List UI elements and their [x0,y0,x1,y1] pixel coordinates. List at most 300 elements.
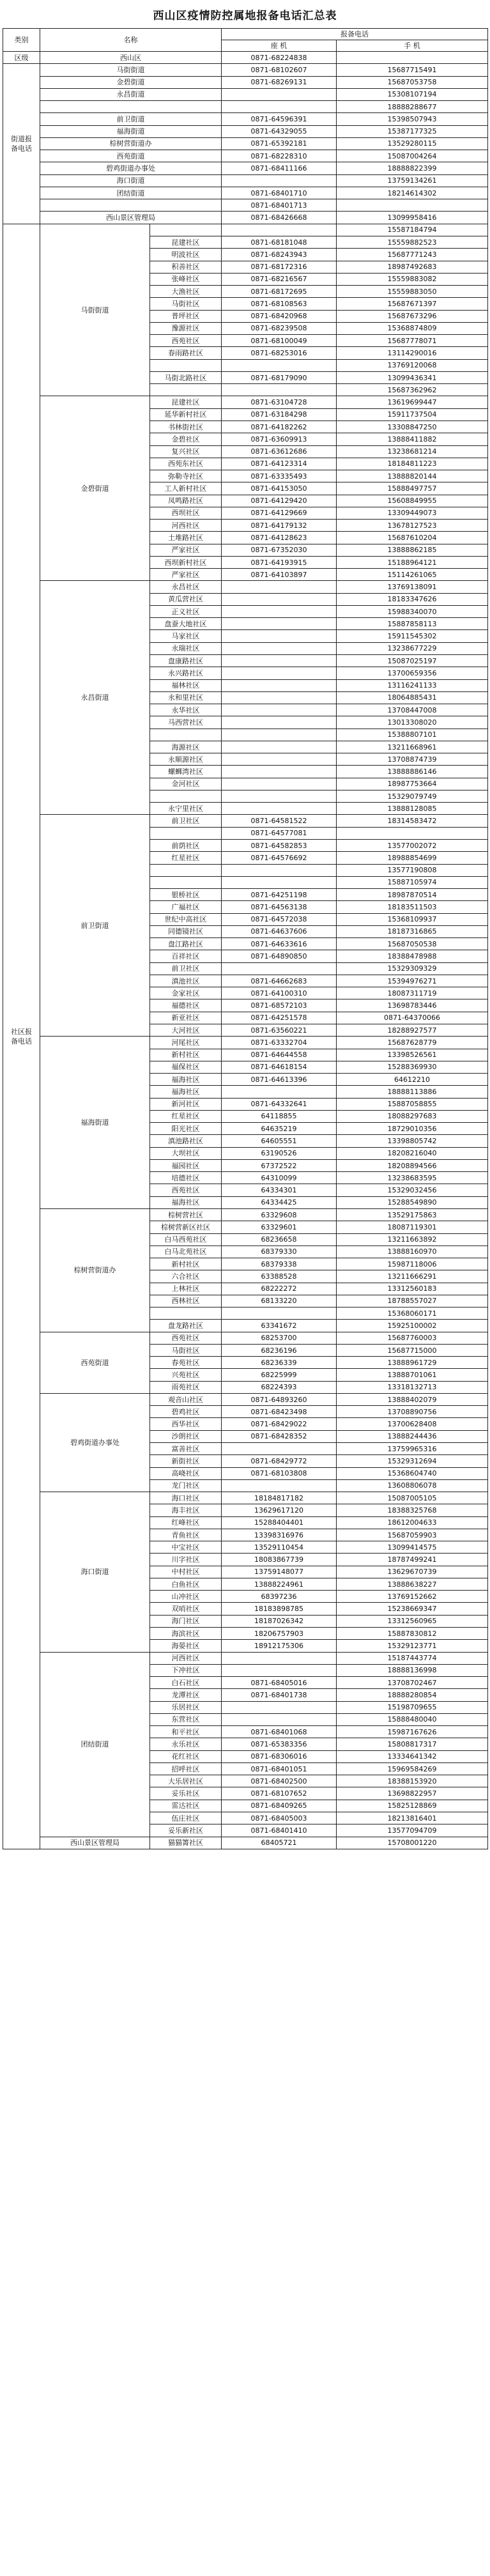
mobile-cell: 18787499241 [337,1554,488,1566]
community-name: 河西社区 [150,520,222,532]
mobile-cell: 15308107194 [337,88,488,100]
category-cell [3,64,40,224]
mobile-cell: 18888822399 [337,162,488,174]
landline-cell: 68397236 [222,1591,337,1603]
community-name: 前卫社区 [150,962,222,975]
landline-cell [222,642,337,654]
landline-cell: 0871-68306016 [222,1750,337,1762]
landline-cell [222,766,337,778]
landline-cell [222,962,337,975]
community-name [150,729,222,741]
mobile-cell [337,199,488,212]
landline-cell [222,359,337,371]
landline-cell: 0871-68172695 [222,286,337,298]
landline-cell: 0871-68179090 [222,371,337,383]
community-name: 滇池社区 [150,975,222,987]
street-name: 碧鸡街道办事处 [40,1393,150,1492]
mobile-cell: 13700659356 [337,667,488,679]
landline-cell: 13629617120 [222,1504,337,1516]
table-row [3,1332,488,1344]
table-row [3,101,488,113]
community-name: 福海社区 [150,1196,222,1208]
mobile-cell: 15925100002 [337,1320,488,1332]
community-name: 百祥社区 [150,950,222,962]
landline-cell: 0871-64153050 [222,482,337,495]
mobile-cell: 13708447008 [337,704,488,716]
landline-cell [222,716,337,729]
street-name: 团结街道 [40,1652,150,1837]
mobile-cell: 18088297683 [337,1110,488,1122]
landline-cell: 64118855 [222,1110,337,1122]
mobile-cell: 18788557027 [337,1295,488,1307]
street-name: 西苑街道 [40,1332,150,1393]
mobile-cell: 15687778071 [337,335,488,347]
mobile-cell: 18208216040 [337,1147,488,1159]
mobile-cell: 18314583472 [337,815,488,827]
mobile-cell: 15687715491 [337,64,488,76]
mobile-cell: 13099414575 [337,1541,488,1554]
landline-cell: 0871-64193915 [222,556,337,568]
landline-cell [222,778,337,790]
landline-cell: 15288404401 [222,1516,337,1529]
mobile-cell: 18612004633 [337,1516,488,1529]
community-name: 金碧社区 [150,433,222,445]
landline-cell: 0871-68409265 [222,1800,337,1812]
landline-cell: 0871-64179132 [222,520,337,532]
community-name: 严家社区 [150,544,222,556]
mobile-cell: 13398526561 [337,1049,488,1061]
mobile-cell: 13577094709 [337,1824,488,1837]
community-name: 雨苑社区 [150,1381,222,1393]
landline-cell [222,864,337,876]
landline-cell: 63388528 [222,1270,337,1283]
landline-cell: 0871-63560221 [222,1024,337,1036]
landline-cell: 0871-68405003 [222,1812,337,1824]
landline-cell: 68236339 [222,1357,337,1369]
mobile-cell: 13238681214 [337,445,488,458]
mobile-cell: 15887830812 [337,1628,488,1640]
street-name: 前卫街道 [40,113,222,125]
landline-cell: 67372522 [222,1159,337,1171]
landline-cell: 0871-68181048 [222,236,337,248]
landline-cell [222,655,337,667]
landline-cell: 0871-68269131 [222,76,337,88]
community-name [150,359,222,371]
mobile-cell [337,827,488,839]
community-name: 河尾社区 [150,1037,222,1049]
community-name: 新村社区 [150,1049,222,1061]
landline-cell: 0871-68428352 [222,1430,337,1442]
mobile-cell: 15288369930 [337,1061,488,1073]
mobile-cell: 13238677229 [337,642,488,654]
community-name: 新河社区 [150,1098,222,1110]
mobile-cell: 18987870514 [337,889,488,901]
community-name: 新亚社区 [150,1012,222,1024]
community-name: 白石社区 [150,1677,222,1689]
community-name: 白马西苑社区 [150,1233,222,1246]
mobile-cell: 13888411882 [337,433,488,445]
mobile-cell: 15911737504 [337,408,488,420]
community-name: 阳光社区 [150,1123,222,1135]
landline-cell: 13529110454 [222,1541,337,1554]
community-name: 永顺源社区 [150,753,222,766]
mobile-cell: 15087005105 [337,1492,488,1504]
community-name: 张峰社区 [150,273,222,285]
community-name: 上林社区 [150,1283,222,1295]
table-row [3,125,488,137]
street-name: 西苑街道 [40,150,222,162]
community-name: 永和里社区 [150,691,222,704]
landline-cell: 0871-63104728 [222,396,337,408]
community-name: 广福社区 [150,901,222,913]
mobile-cell: 18388478988 [337,950,488,962]
community-name: 积善社区 [150,261,222,273]
community-name: 海源社区 [150,741,222,753]
mobile-cell: 0871-64370066 [337,1012,488,1024]
street-name: 永昌街道 [40,88,222,100]
mobile-cell [337,52,488,64]
header-category: 类别 [3,29,40,52]
mobile-cell: 13759965316 [337,1443,488,1455]
community-name: 兴苑社区 [150,1369,222,1381]
landline-cell: 0871-64576692 [222,852,337,864]
street-name [40,101,222,113]
mobile-cell: 13577002072 [337,840,488,852]
community-name [150,1307,222,1320]
mobile-cell: 13708702467 [337,1677,488,1689]
community-name: 昆建社区 [150,236,222,248]
landline-cell: 0871-68429022 [222,1418,337,1430]
community-name: 春苑社区 [150,1357,222,1369]
community-name: 白鱼社区 [150,1578,222,1590]
mobile-cell: 15329123771 [337,1640,488,1652]
community-name: 永昌社区 [150,581,222,593]
mobile-cell: 18064885431 [337,691,488,704]
landline-cell: 0871-64182262 [222,420,337,433]
community-name: 龙潭社区 [150,1689,222,1701]
mobile-cell: 13708890756 [337,1406,488,1418]
landline-cell: 0871-64129669 [222,507,337,519]
community-name: 滇池路社区 [150,1135,222,1147]
mobile-cell: 15687760003 [337,1332,488,1344]
landline-cell: 0871-68224838 [222,52,337,64]
community-name: 土堆路社区 [150,532,222,544]
mobile-cell: 15187443774 [337,1652,488,1664]
mobile-cell: 15887058855 [337,1098,488,1110]
landline-cell: 64334301 [222,1184,337,1196]
landline-cell [222,605,337,617]
landline-cell: 13759148077 [222,1566,337,1578]
mobile-cell: 18087311719 [337,987,488,999]
mobile-cell: 13888961729 [337,1357,488,1369]
mobile-cell: 13619699447 [337,396,488,408]
community-name: 大河社区 [150,1024,222,1036]
landline-cell: 0871-64332641 [222,1098,337,1110]
category-cell [3,224,40,1849]
landline-cell [222,1664,337,1676]
landline-cell: 0871-64123314 [222,458,337,470]
mobile-cell: 15888497757 [337,482,488,495]
mobile-cell: 18208894566 [337,1159,488,1171]
landline-cell: 0871-68401068 [222,1726,337,1738]
landline-cell: 0871-68423498 [222,1406,337,1418]
landline-cell: 63341672 [222,1320,337,1332]
community-name: 金家社区 [150,987,222,999]
category-cell: 区级 [3,52,40,64]
community-name: 西华社区 [150,1418,222,1430]
mobile-cell: 15087025197 [337,655,488,667]
community-name: 猫猫箐社区 [150,1837,222,1849]
mobile-cell: 18187316865 [337,925,488,937]
community-name: 黄瓜营社区 [150,593,222,605]
community-name [150,876,222,888]
mobile-cell: 15559883050 [337,286,488,298]
landline-cell [222,630,337,642]
mobile-cell: 18087119301 [337,1221,488,1233]
mobile-cell: 15687362962 [337,384,488,396]
mobile-cell: 15387177325 [337,125,488,137]
landline-cell [222,1086,337,1098]
mobile-cell: 13238683595 [337,1172,488,1184]
mobile-cell: 15188964121 [337,556,488,568]
community-name: 福保社区 [150,1061,222,1073]
landline-cell: 13888224961 [222,1578,337,1590]
landline-cell [222,88,337,100]
community-name: 棕树营新区社区 [150,1221,222,1233]
mobile-cell: 13629670739 [337,1566,488,1578]
landline-cell: 68379330 [222,1246,337,1258]
landline-cell: 0871-68411166 [222,162,337,174]
landline-cell: 63329608 [222,1208,337,1221]
street-name: 碧鸡街道办事处 [40,162,222,174]
community-name: 红星社区 [150,1110,222,1122]
mobile-cell: 15887858113 [337,618,488,630]
community-name: 和平社区 [150,1726,222,1738]
mobile-cell: 13698822957 [337,1787,488,1800]
mobile-cell: 18987753664 [337,778,488,790]
community-name: 正义社区 [150,605,222,617]
community-name: 乐居社区 [150,1701,222,1713]
community-name: 双哨社区 [150,1603,222,1615]
landline-cell [222,803,337,815]
street-name: 海口街道 [40,174,222,187]
landline-cell: 0871-64100310 [222,987,337,999]
landline-cell: 64635219 [222,1123,337,1135]
hotline-table [3,28,488,1849]
landline-cell: 0871-64103897 [222,569,337,581]
community-name: 复兴社区 [150,445,222,458]
landline-cell [222,753,337,766]
mobile-cell: 15398507943 [337,113,488,125]
community-name: 新街社区 [150,1455,222,1467]
community-name: 螺蛳湾社区 [150,766,222,778]
community-name: 严家社区 [150,569,222,581]
header-name: 名称 [40,29,222,52]
street-name: 福海街道 [40,125,222,137]
mobile-cell: 18214614302 [337,187,488,199]
landline-cell [222,1307,337,1320]
landline-cell [222,384,337,396]
table-row [3,815,488,827]
landline-cell: 0871-68100049 [222,335,337,347]
community-name: 马街社区 [150,298,222,310]
mobile-cell: 15329312694 [337,1455,488,1467]
community-name: 西苑社区 [150,335,222,347]
mobile-cell: 18888288677 [337,101,488,113]
mobile-cell: 18388153920 [337,1775,488,1787]
community-name: 福海社区 [150,1074,222,1086]
mobile-cell: 18183511503 [337,901,488,913]
community-name: 马街北路社区 [150,371,222,383]
header-mobile: 手 机 [337,40,488,52]
landline-cell: 0871-68102607 [222,64,337,76]
mobile-cell: 18388325768 [337,1504,488,1516]
landline-cell: 0871-64613396 [222,1074,337,1086]
mobile-cell: 15687053758 [337,76,488,88]
mobile-cell: 15288549890 [337,1196,488,1208]
community-name: 前荫社区 [150,840,222,852]
landline-cell: 0871-63612686 [222,445,337,458]
street-name: 西山景区管理局 [40,1837,150,1849]
mobile-cell: 15608849955 [337,495,488,507]
community-name: 大乐居社区 [150,1775,222,1787]
landline-cell: 0871-64581522 [222,815,337,827]
community-name: 永乐社区 [150,1738,222,1750]
table-row [3,1037,488,1049]
community-name: 昆建社区 [150,396,222,408]
community-name: 前卫社区 [150,815,222,827]
mobile-cell: 15887105974 [337,876,488,888]
community-name: 花红社区 [150,1750,222,1762]
landline-cell: 0871-68429772 [222,1455,337,1467]
mobile-cell: 13708874739 [337,753,488,766]
landline-cell: 0871-68426668 [222,212,337,224]
landline-cell: 0871-68402500 [222,1775,337,1787]
community-name [150,790,222,802]
mobile-cell: 13529280115 [337,137,488,150]
mobile-cell: 15329079749 [337,790,488,802]
landline-cell: 18912175306 [222,1640,337,1652]
community-name: 海门社区 [150,1615,222,1627]
mobile-cell: 18988854699 [337,852,488,864]
mobile-cell: 18987492683 [337,261,488,273]
table-row [3,76,488,88]
community-name: 弥勒寺社区 [150,470,222,482]
table-row [3,1393,488,1405]
community-name: 春雨路社区 [150,347,222,359]
community-name: 高峣社区 [150,1467,222,1479]
landline-cell [222,581,337,593]
landline-cell: 0871-64596391 [222,113,337,125]
landline-cell: 0871-64582853 [222,840,337,852]
landline-cell: 68236658 [222,1233,337,1246]
landline-cell [222,1701,337,1713]
landline-cell: 0871-64633616 [222,938,337,950]
street-name: 西山景区管理局 [40,212,222,224]
mobile-cell: 15825128869 [337,1800,488,1812]
mobile-cell: 13309449073 [337,507,488,519]
street-name [40,199,222,212]
landline-cell [222,790,337,802]
landline-cell: 0871-64890850 [222,950,337,962]
mobile-cell: 13116241133 [337,679,488,691]
mobile-cell: 13888128085 [337,803,488,815]
landline-cell: 18184817182 [222,1492,337,1504]
street-name: 马街街道 [40,224,150,396]
landline-cell: 18206757903 [222,1628,337,1640]
community-name: 中宝社区 [150,1541,222,1554]
mobile-cell: 15687715000 [337,1344,488,1356]
community-name: 盘蚕大地社区 [150,618,222,630]
table-row [3,174,488,187]
mobile-cell: 13211668961 [337,741,488,753]
landline-cell: 0871-64618154 [222,1061,337,1073]
landline-cell: 0871-68172316 [222,261,337,273]
community-name: 龙门社区 [150,1479,222,1492]
mobile-cell: 15114261065 [337,569,488,581]
landline-cell: 68379338 [222,1258,337,1270]
table-row [3,150,488,162]
mobile-cell: 15687671397 [337,298,488,310]
mobile-cell: 13318132713 [337,1381,488,1393]
community-name: 西坝社区 [150,507,222,519]
landline-cell: 0871-68253016 [222,347,337,359]
table-row [3,224,488,236]
header-landline: 座 机 [222,40,337,52]
mobile-cell: 18213816401 [337,1812,488,1824]
mobile-cell: 15368874809 [337,322,488,334]
landline-cell [222,1443,337,1455]
landline-cell: 68225999 [222,1369,337,1381]
landline-cell: 0871-64662683 [222,975,337,987]
landline-cell: 63329601 [222,1221,337,1233]
table-row [3,1492,488,1504]
table-row [3,212,488,224]
mobile-cell: 15987167626 [337,1726,488,1738]
community-name: 福园社区 [150,1159,222,1171]
landline-cell [222,618,337,630]
landline-cell [222,593,337,605]
community-name: 银桥社区 [150,889,222,901]
community-name: 马街社区 [150,1344,222,1356]
street-name: 永昌街道 [40,581,150,815]
community-name: 海口社区 [150,1492,222,1504]
table-row [3,162,488,174]
mobile-cell: 15087004264 [337,150,488,162]
mobile-cell: 15708001220 [337,1837,488,1849]
mobile-cell: 13608806078 [337,1479,488,1492]
landline-cell: 0871-68401051 [222,1762,337,1775]
mobile-cell: 15969584269 [337,1762,488,1775]
landline-cell [222,691,337,704]
landline-cell: 0871-63184298 [222,408,337,420]
landline-cell [222,101,337,113]
table-row [3,52,488,64]
landline-cell: 0871-64644558 [222,1049,337,1061]
mobile-cell: 15559883082 [337,273,488,285]
header-phone-group: 报备电话 [222,29,488,40]
mobile-cell: 13114290016 [337,347,488,359]
table-row [3,1837,488,1849]
community-name: 青鱼社区 [150,1529,222,1541]
community-name: 红峰社区 [150,1516,222,1529]
landline-cell [222,729,337,741]
mobile-cell: 18888113886 [337,1086,488,1098]
mobile-cell: 15559882523 [337,236,488,248]
community-name: 金河社区 [150,778,222,790]
landline-cell: 0871-68216567 [222,273,337,285]
district-name: 西山区 [40,52,222,64]
